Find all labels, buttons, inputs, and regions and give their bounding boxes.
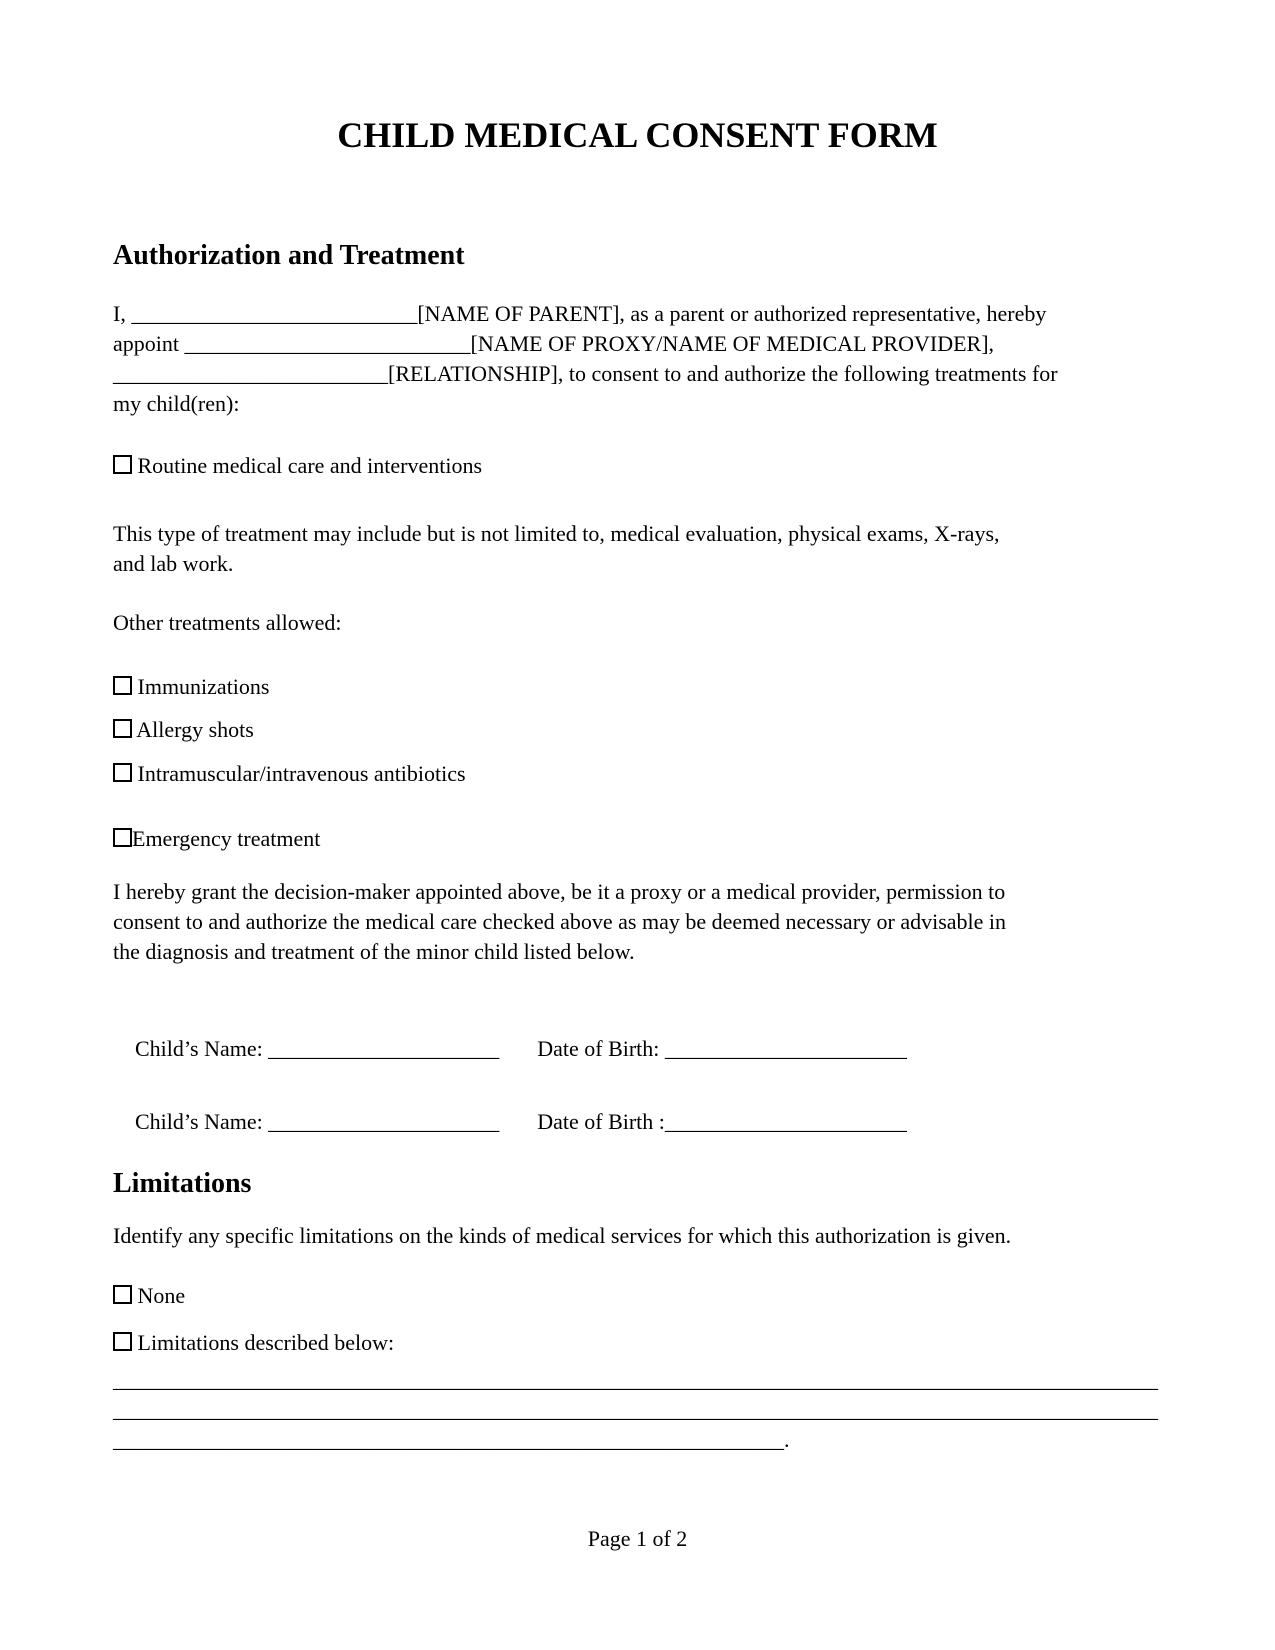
child-name-field[interactable]: _____________________	[268, 1109, 500, 1134]
section-heading-authorization: Authorization and Treatment	[113, 240, 465, 271]
other-treatments-label: Other treatments allowed:	[113, 610, 342, 635]
intro-line: my child(ren):	[113, 391, 240, 416]
checkbox-item-routine-care[interactable]	[113, 451, 1165, 481]
checkbox-label: Limitations described below:	[132, 1330, 395, 1355]
dob-label: Date of Birth :	[537, 1109, 665, 1134]
checkbox-label: Immunizations	[132, 674, 270, 699]
child-name-label: Child’s Name:	[135, 1109, 269, 1134]
limitations-blank-line[interactable]: _______________________________________________________________________________________________	[113, 1367, 1158, 1392]
checkbox-item-emergency-treatment[interactable]	[113, 824, 1165, 854]
checkbox-item-limitations-described[interactable]	[113, 1328, 1165, 1358]
grant-line: consent to and authorize the medical care checked above as may be deemed necessary or advisable in	[113, 909, 1007, 934]
note-line: This type of treatment may include but is not limited to, medical evaluation, physical exams, X-rays,	[113, 521, 1000, 546]
dob-field[interactable]: ______________________	[664, 1036, 907, 1061]
intro-paragraph	[113, 299, 1165, 419]
child-name-field[interactable]: _____________________	[268, 1036, 500, 1061]
limitations-blank-line[interactable]: _______________________________________________________________________________________________	[113, 1397, 1158, 1422]
checkbox-item-allergy-shots[interactable]	[113, 715, 1165, 745]
intro-line: _________________________[RELATIONSHIP], to consent to and authorize the following treatments for	[113, 361, 1058, 386]
checkbox-icon[interactable]	[113, 828, 132, 847]
checkbox-icon[interactable]	[113, 763, 132, 782]
checkbox-label: Emergency treatment	[132, 826, 321, 851]
checkbox-item-none[interactable]	[113, 1281, 1165, 1311]
section-heading-limitations: Limitations	[113, 1168, 252, 1199]
checkbox-item-antibiotics[interactable]	[113, 759, 1165, 789]
checkbox-icon[interactable]	[113, 1332, 132, 1351]
limitations-instruction: Identify any specific limitations on the kinds of medical services for which this authorization is given.	[113, 1223, 1012, 1248]
limitations-write-in-area	[113, 1365, 1165, 1455]
checkbox-label: None	[132, 1283, 186, 1308]
limitations-blank-line[interactable]: _____________________________________________________________.	[113, 1427, 790, 1452]
checkbox-icon[interactable]	[113, 719, 132, 738]
checkbox-label: Intramuscular/intravenous antibiotics	[132, 761, 466, 786]
checkbox-icon[interactable]	[113, 455, 132, 474]
child-name-label: Child’s Name:	[135, 1036, 269, 1061]
checkbox-label: Allergy shots	[132, 717, 254, 742]
grant-paragraph	[113, 877, 1165, 967]
dob-label: Date of Birth:	[537, 1036, 665, 1061]
grant-line: I hereby grant the decision-maker appointed above, be it a proxy or a medical provider, permission to	[113, 879, 1006, 904]
grant-line: the diagnosis and treatment of the minor child listed below.	[113, 939, 635, 964]
checkbox-label: Routine medical care and interventions	[132, 453, 483, 478]
note-line: and lab work.	[113, 551, 234, 576]
dob-field[interactable]: ______________________	[664, 1109, 907, 1134]
checkbox-icon[interactable]	[113, 1285, 132, 1304]
page-number: Page 1 of 2	[587, 1526, 688, 1551]
intro-line: I, __________________________[NAME OF PARENT], as a parent or authorized representative, hereby	[113, 301, 1047, 326]
checkbox-item-immunizations[interactable]	[113, 672, 1165, 702]
form-title: CHILD MEDICAL CONSENT FORM	[337, 115, 938, 155]
treatment-note-paragraph	[113, 519, 1165, 579]
intro-line: appoint __________________________[NAME OF PROXY/NAME OF MEDICAL PROVIDER],	[113, 331, 995, 356]
checkbox-icon[interactable]	[113, 676, 132, 695]
child-info-row	[113, 1077, 1165, 1167]
